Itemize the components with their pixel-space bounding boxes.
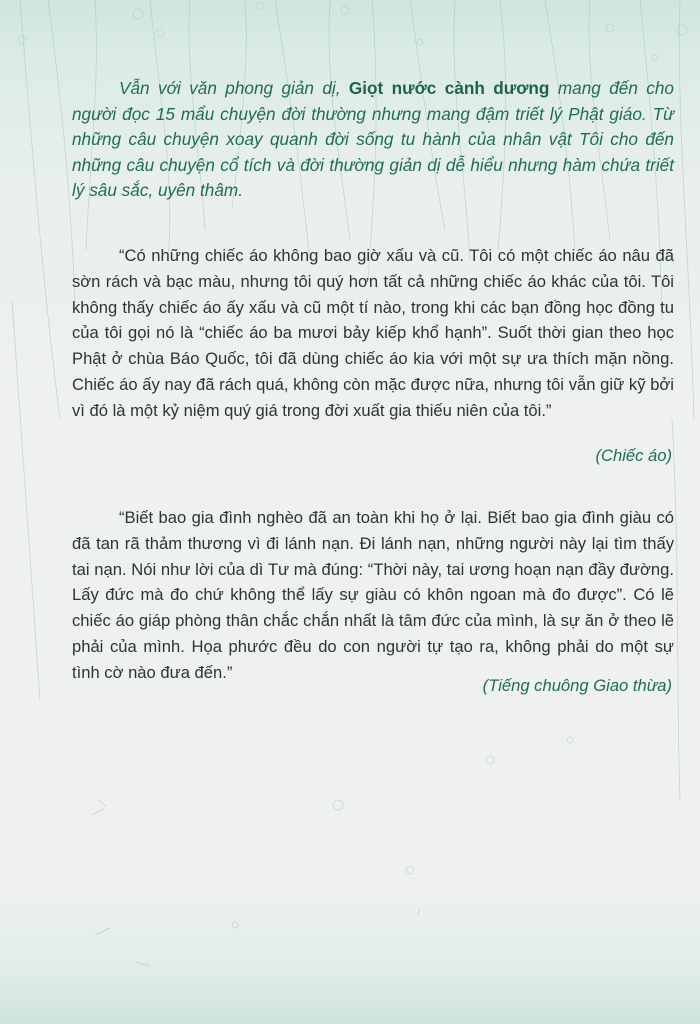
excerpt-quote-1: “Có những chiếc áo không bao giờ xấu và cũ. Tôi có một chiếc áo nâu đã sờn rách và bạc màu, nhưng tôi quý hơn tất cả những chiếc áo khác của tôi. Tôi không thấy chiếc áo ấy xấu và cũ một tí nào, trong khi các bạn đồng học đồng tu của tôi gọi nó là “chiếc áo ba mươi bảy kiếp khổ hạnh”. Suốt thời gian theo học Phật ở chùa Báo Quốc, tôi đã dùng chiếc áo kia với một sự ưa thích mặn nồng. Chiếc áo ấy nay đã rách quá, không còn mặc được nữa, nhưng tôi vẫn giữ kỹ bởi vì đó là một kỷ niệm quý giá trong đời xuất gia thiếu niên của tôi.”: [72, 246, 674, 420]
excerpt-source-2: (Tiếng chuông Giao thừa): [482, 676, 672, 695]
excerpt-source-1: (Chiếc áo): [595, 446, 672, 465]
intro-paragraph: [72, 76, 674, 204]
intro-text-before-title: Vẫn với văn phong giản dị,: [119, 78, 349, 98]
book-title: Giọt nước cành dương: [348, 78, 550, 98]
excerpt-quote-2: “Biết bao gia đình nghèo đã an toàn khi họ ở lại. Biết bao gia đình giàu có đã tan rã thảm thương vì đi lánh nạn. Đi lánh nạn, những người này lại tìm thấy tai nạn. Nói như lời của dì Tư mà đúng: “Thời này, tai ương hoạn nạn đầy đường. Lấy đức mà đo chứ không thể lấy sự giàu có khôn ngoan mà đo được”. Có lẽ chiếc áo giáp phòng thân chắc chắn nhất là tâm đức của mình, là sự ăn ở theo lẽ phải của mình. Họa phước đều do con người tự tạo ra, không phải do một sự tình cờ nào đưa đến.”: [72, 508, 674, 682]
intro-text-after-title: mang đến cho người đọc 15 mẩu chuyện đời thường nhưng mang đậm triết lý Phật giáo. Từ những câu chuyện xoay quanh đời sống tu hành của nhân vật Tôi cho đến những câu chuyện cổ tích và đời thường giản dị dễ hiểu nhưng hàm chứa triết lý sâu sắc, uyên thâm.: [72, 78, 674, 201]
